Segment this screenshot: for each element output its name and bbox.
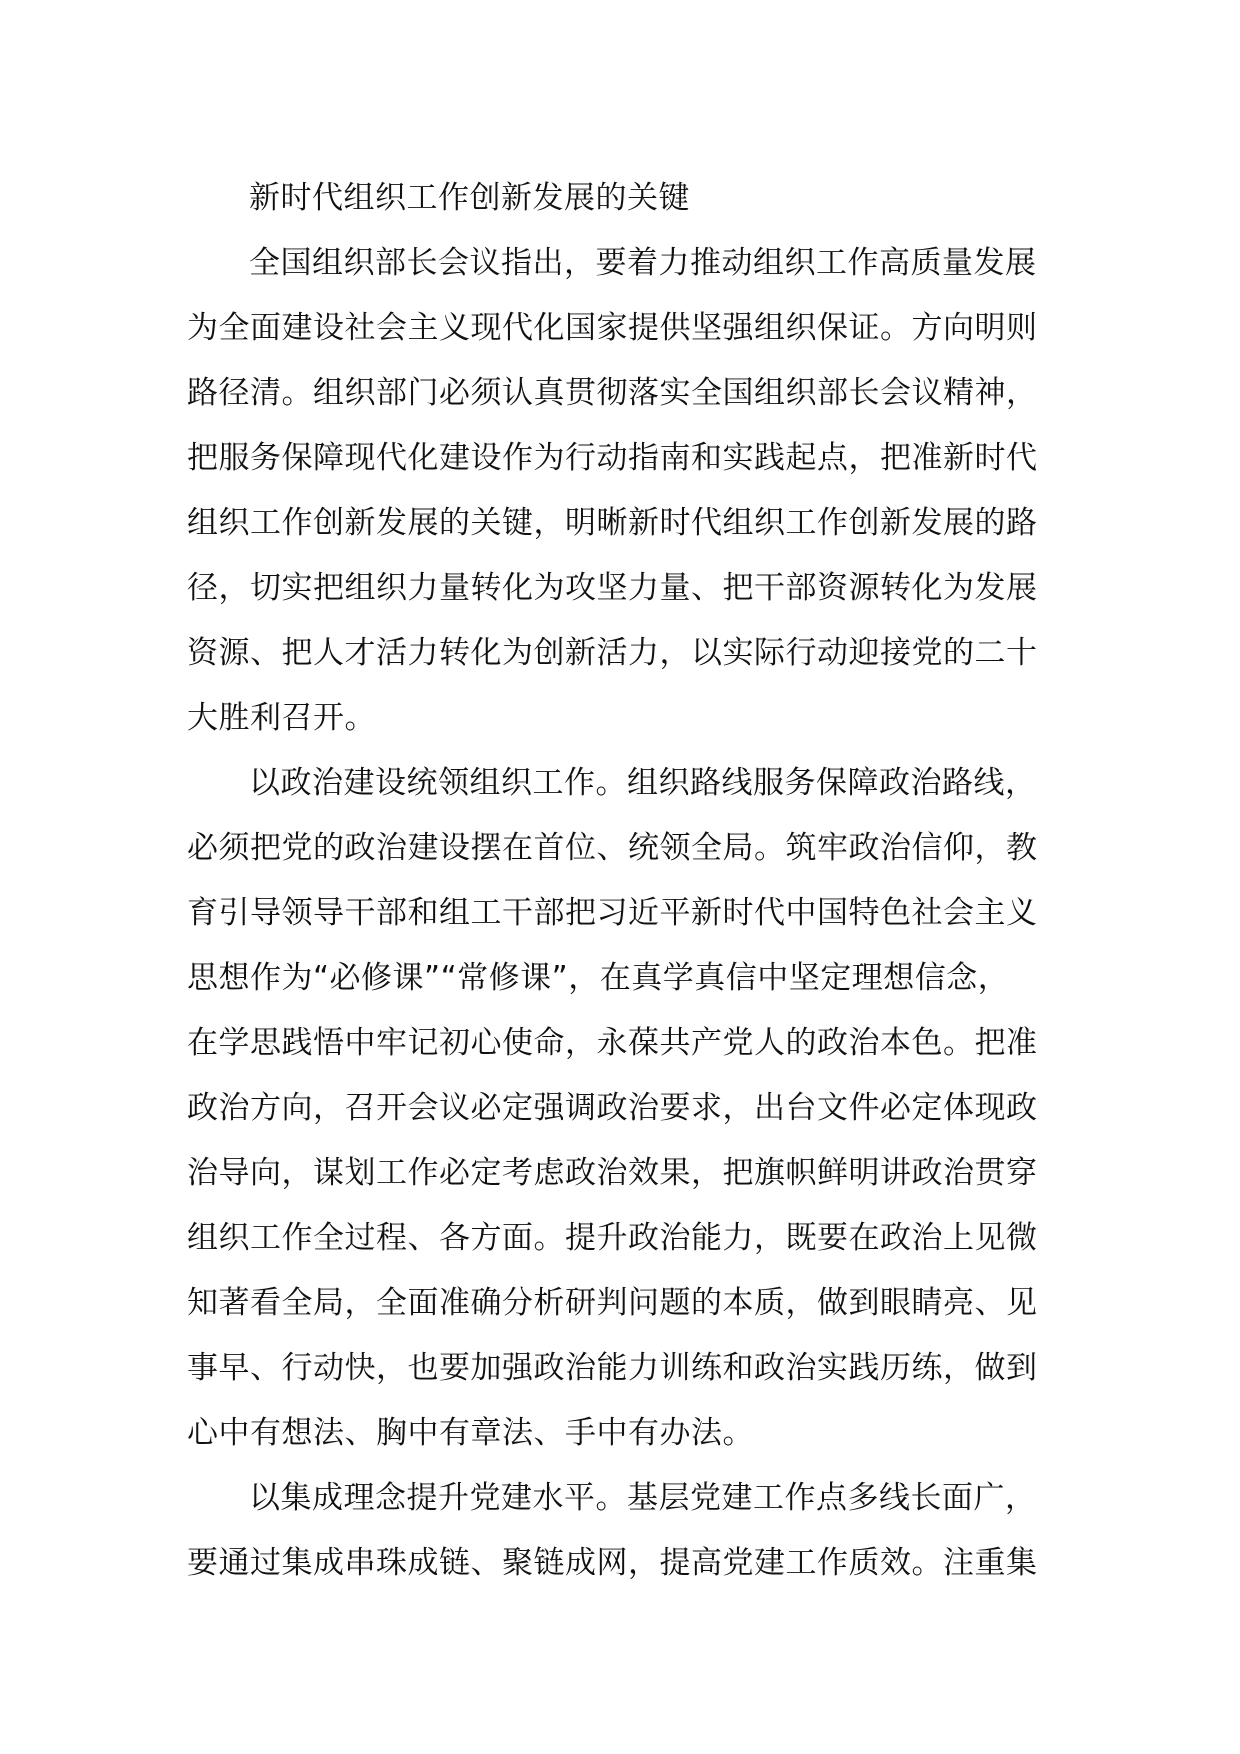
paragraph-2-line-7: 治导向，谋划工作必定考虑政治效果，把旗帜鲜明讲政治贯穿	[187, 1155, 1038, 1191]
paragraph-2-line-1: 以政治建设统领组织工作。组织路线服务保障政治路线，	[249, 765, 1037, 801]
document-body	[187, 166, 1087, 1596]
document-title: 新时代组织工作创新发展的关键	[249, 180, 690, 216]
paragraph-3-line-1: 以集成理念提升党建水平。基层党建工作点多线长面广，	[249, 1480, 1037, 1516]
paragraph-1-line-3: 路径清。组织部门必须认真贯彻落实全国组织部长会议精神，	[187, 375, 1038, 411]
paragraph-1-line-7: 资源、把人才活力转化为创新活力，以实际行动迎接党的二十	[187, 635, 1038, 671]
paragraph-2-line-11: 心中有想法、胸中有章法、手中有办法。	[187, 1415, 754, 1451]
paragraph-1-line-5: 组织工作创新发展的关键，明晰新时代组织工作创新发展的路	[187, 505, 1038, 541]
paragraph-1-line-2: 为全面建设社会主义现代化国家提供坚强组织保证。方向明则	[187, 310, 1038, 346]
paragraph-2-line-5: 在学思践悟中牢记初心使命，永葆共产党人的政治本色。把准	[187, 1025, 1038, 1061]
paragraph-2-line-3: 育引导领导干部和组工干部把习近平新时代中国特色社会主义	[187, 895, 1038, 931]
paragraph-2-line-4: 思想作为“必修课”“常修课”，在真学真信中坚定理想信念，	[187, 960, 1010, 996]
paragraph-3-line-2: 要通过集成串珠成链、聚链成网，提高党建工作质效。注重集	[187, 1545, 1038, 1581]
paragraph-2-line-2: 必须把党的政治建设摆在首位、统领全局。筑牢政治信仰，教	[187, 830, 1038, 866]
paragraph-2-line-9: 知著看全局，全面准确分析研判问题的本质，做到眼睛亮、见	[187, 1285, 1038, 1321]
paragraph-1-line-6: 径，切实把组织力量转化为攻坚力量、把干部资源转化为发展	[187, 570, 1038, 606]
paragraph-2-line-10: 事早、行动快，也要加强政治能力训练和政治实践历练，做到	[187, 1350, 1038, 1386]
paragraph-1-line-4: 把服务保障现代化建设作为行动指南和实践起点，把准新时代	[187, 440, 1038, 476]
paragraph-2-line-6: 政治方向，召开会议必定强调政治要求，出台文件必定体现政	[187, 1090, 1038, 1126]
paragraph-2-line-8: 组织工作全过程、各方面。提升政治能力，既要在政治上见微	[187, 1220, 1038, 1256]
paragraph-1-line-8: 大胜利召开。	[187, 700, 376, 736]
paragraph-1-line-1: 全国组织部长会议指出，要着力推动组织工作高质量发展	[249, 245, 1037, 281]
